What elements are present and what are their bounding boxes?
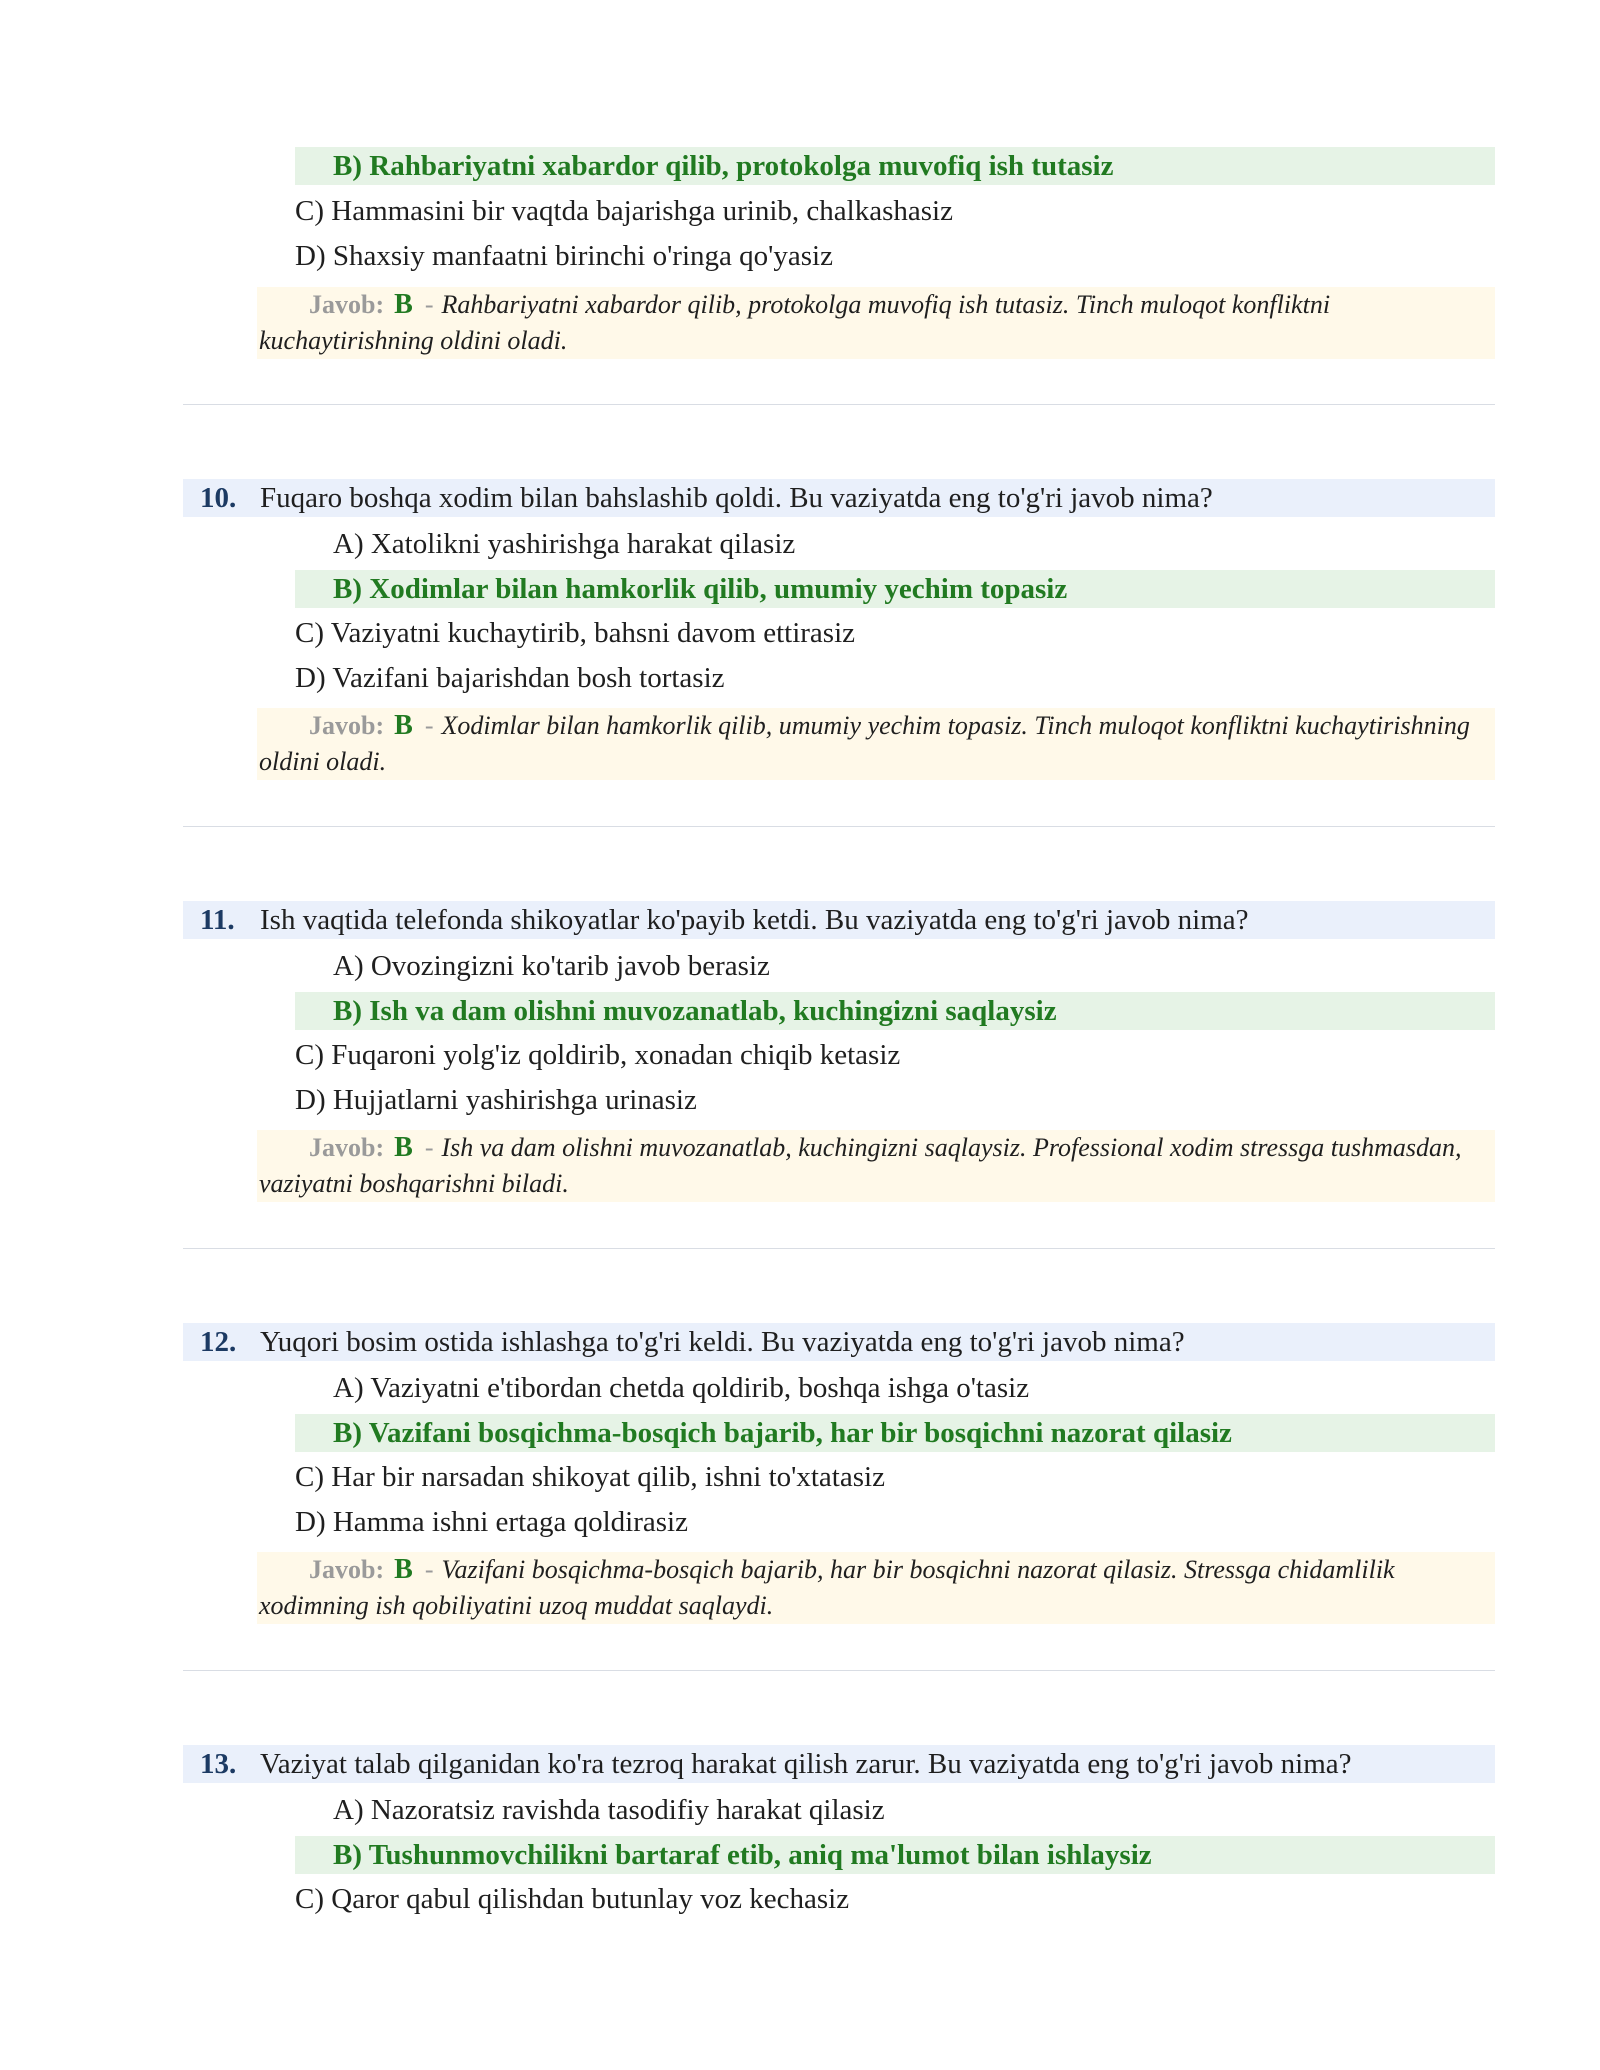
option-a: A) Vaziyatni e'tibordan chetda qoldirib, boshqa ishga o'tasiz — [333, 1371, 1030, 1404]
option-a: A) Nazoratsiz ravishda tasodifiy harakat qilasiz — [333, 1793, 885, 1826]
answer-dash: - — [424, 290, 434, 319]
answer-letter: B — [394, 289, 413, 320]
option-b-text: B) Xodimlar bilan hamkorlik qilib, umumiy yechim topasiz — [333, 572, 1068, 605]
option-b-text: B) Ish va dam olishni muvozanatlab, kuchingizni saqlaysiz — [333, 994, 1057, 1027]
option-a: A) Ovozingizni ko'tarib javob berasiz — [333, 949, 770, 982]
option-c: C) Fuqaroni yolg'iz qoldirib, xonadan chiqib ketasiz — [295, 1038, 901, 1071]
question-number: 13. — [200, 1747, 237, 1780]
option-a: A) Xatolikni yashirishga harakat qilasiz — [333, 527, 796, 560]
answer-dash: - — [424, 1555, 434, 1584]
answer-label: Javob: — [309, 290, 385, 319]
question-text: Ish vaqtida telefonda shikoyatlar ko'payib ketdi. Bu vaziyatda eng to'g'ri javob nima? — [260, 903, 1249, 936]
answer-explanation: Rahbariyatni xabardor qilib, protokolga muvofiq ish tutasiz. Tinch muloqot konfliktni kuchaytirishning oldini oladi. — [259, 290, 1331, 355]
question-number: 11. — [200, 903, 235, 936]
option-b-text: B) Tushunmovchilikni bartaraf etib, aniq ma'lumot bilan ishlaysiz — [333, 1838, 1152, 1871]
option-b-correct — [295, 570, 1495, 608]
option-b-text: B) Vazifani bosqichma-bosqich bajarib, har bir bosqichni nazorat qilasiz — [333, 1416, 1232, 1449]
question-header — [183, 1745, 1495, 1783]
option-d: D) Hamma ishni ertaga qoldirasiz — [295, 1505, 688, 1538]
option-d: D) Hujjatlarni yashirishga urinasiz — [295, 1083, 697, 1116]
answer-letter: B — [394, 1132, 413, 1163]
divider — [183, 1670, 1495, 1671]
question-header — [183, 1323, 1495, 1361]
option-b-correct — [295, 147, 1495, 185]
option-c: C) Vaziyatni kuchaytirib, bahsni davom ettirasiz — [295, 616, 855, 649]
answer-box — [257, 287, 1495, 359]
option-c: C) Hammasini bir vaqtda bajarishga urinib, chalkashasiz — [295, 194, 953, 227]
question-text: Yuqori bosim ostida ishlashga to'g'ri keldi. Bu vaziyatda eng to'g'ri javob nima? — [260, 1325, 1185, 1358]
divider — [183, 404, 1495, 405]
question-number: 10. — [200, 481, 237, 514]
answer-explanation: Vazifani bosqichma-bosqich bajarib, har bir bosqichni nazorat qilasiz. Stressga chidamlilik xodimning ish qobiliyatini uzoq muddat saqlaydi. — [259, 1555, 1395, 1620]
option-c: C) Har bir narsadan shikoyat qilib, ishni to'xtatasiz — [295, 1460, 885, 1493]
option-d: D) Shaxsiy manfaatni birinchi o'ringa qo'yasiz — [295, 239, 833, 272]
option-b-correct — [295, 1414, 1495, 1452]
answer-box — [257, 708, 1495, 780]
question-text: Vaziyat talab qilganidan ko'ra tezroq harakat qilish zarur. Bu vaziyatda eng to'g'ri javob nima? — [260, 1747, 1352, 1780]
option-b-text: B) Rahbariyatni xabardor qilib, protokolga muvofiq ish tutasiz — [333, 149, 1114, 182]
option-d: D) Vazifani bajarishdan bosh tortasiz — [295, 661, 725, 694]
answer-explanation: Ish va dam olishni muvozanatlab, kuchingizni saqlaysiz. Professional xodim stressga tushmasdan, vaziyatni boshqarishni biladi. — [259, 1133, 1462, 1198]
answer-label: Javob: — [309, 1555, 385, 1584]
option-b-correct — [295, 992, 1495, 1030]
divider — [183, 826, 1495, 827]
answer-explanation: Xodimlar bilan hamkorlik qilib, umumiy yechim topasiz. Tinch muloqot konfliktni kuchaytirishning oldini oladi. — [259, 711, 1470, 776]
answer-dash: - — [424, 1133, 434, 1162]
answer-box — [257, 1552, 1495, 1624]
question-text: Fuqaro boshqa xodim bilan bahslashib qoldi. Bu vaziyatda eng to'g'ri javob nima? — [260, 481, 1213, 514]
option-b-correct — [295, 1836, 1495, 1874]
divider — [183, 1248, 1495, 1249]
question-header — [183, 479, 1495, 517]
option-c: C) Qaror qabul qilishdan butunlay voz kechasiz — [295, 1882, 850, 1915]
answer-letter: B — [394, 710, 413, 741]
answer-box — [257, 1130, 1495, 1202]
question-number: 12. — [200, 1325, 237, 1358]
answer-dash: - — [424, 711, 434, 740]
answer-label: Javob: — [309, 1133, 385, 1162]
question-header — [183, 901, 1495, 939]
answer-label: Javob: — [309, 711, 385, 740]
answer-letter: B — [394, 1554, 413, 1585]
